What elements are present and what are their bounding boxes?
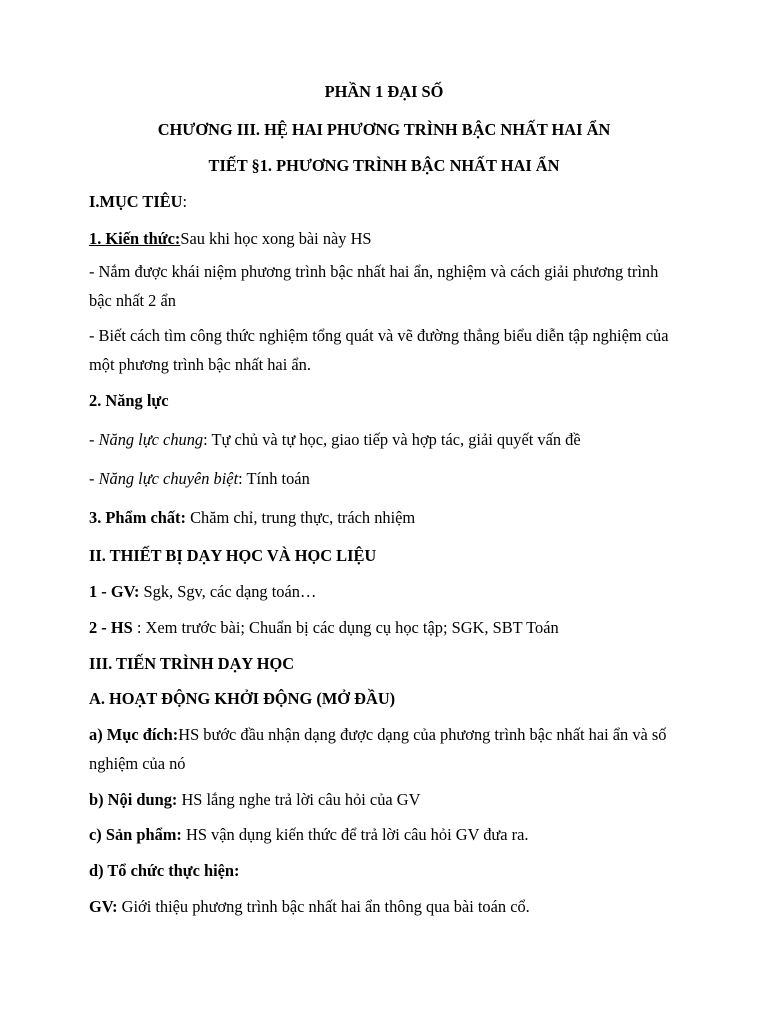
equipment-hs: 2 - HS : Xem trước bài; Chuẩn bị các dụng cụ học tập; SGK, SBT Toán bbox=[89, 618, 559, 637]
chapter-heading: CHƯƠNG III. HỆ HAI PHƯƠNG TRÌNH BẬC NHẤT HAI ẨN bbox=[157, 120, 611, 139]
lesson-heading: TIẾT §1. PHƯƠNG TRÌNH BẬC NHẤT HAI ẨN bbox=[208, 156, 560, 175]
quality-paragraph: 3. Phẩm chất: Chăm chỉ, trung thực, trách nhiệm bbox=[89, 508, 416, 527]
knowledge-bullet-1-line-2: bậc nhất 2 ẩn bbox=[89, 291, 176, 310]
product-paragraph: c) Sản phẩm: HS vận dụng kiến thức để trả lời câu hỏi GV đưa ra. bbox=[89, 825, 529, 844]
equipment-gv: 1 - GV: Sgk, Sgv, các dạng toán… bbox=[89, 582, 317, 601]
ability-heading: 2. Năng lực bbox=[89, 391, 169, 410]
knowledge-bullet-2-line-1: - Biết cách tìm công thức nghiệm tổng quát và vẽ đường thẳng biểu diễn tập nghiệm của bbox=[89, 326, 669, 345]
knowledge-paragraph: 1. Kiến thức:Sau khi học xong bài này HS bbox=[89, 229, 372, 248]
activity-a-title: A. HOẠT ĐỘNG KHỞI ĐỘNG (MỞ ĐẦU) bbox=[89, 689, 396, 708]
purpose-line-1: a) Mục đích:HS bước đầu nhận dạng được dạng của phương trình bậc nhất hai ẩn và số bbox=[89, 725, 667, 744]
ability-special: - Năng lực chuyên biệt: Tính toán bbox=[89, 469, 310, 488]
ability-general: - Năng lực chung: Tự chủ và tự học, giao tiếp và hợp tác, giải quyết vấn đề bbox=[89, 430, 581, 449]
section-process-title: III. TIẾN TRÌNH DẠY HỌC bbox=[89, 654, 295, 673]
knowledge-bullet-1-line-1: - Nắm được khái niệm phương trình bậc nhất hai ẩn, nghiệm và cách giải phương trình bbox=[89, 262, 659, 281]
gv-intro-paragraph: GV: Giới thiệu phương trình bậc nhất hai ẩn thông qua bài toán cổ. bbox=[89, 897, 530, 916]
organize-heading: d) Tổ chức thực hiện: bbox=[89, 861, 240, 880]
content-paragraph: b) Nội dung: HS lắng nghe trả lời câu hỏi của GV bbox=[89, 790, 421, 809]
purpose-line-2: nghiệm của nó bbox=[89, 754, 186, 773]
section-objectives-title: I.MỤC TIÊU: bbox=[89, 192, 188, 211]
knowledge-bullet-2-line-2: một phương trình bậc nhất hai ẩn. bbox=[89, 355, 311, 374]
section-equipment-title: II. THIẾT BỊ DẠY HỌC VÀ HỌC LIỆU bbox=[89, 546, 377, 565]
part-heading: PHẦN 1 ĐẠI SỐ bbox=[324, 82, 444, 101]
